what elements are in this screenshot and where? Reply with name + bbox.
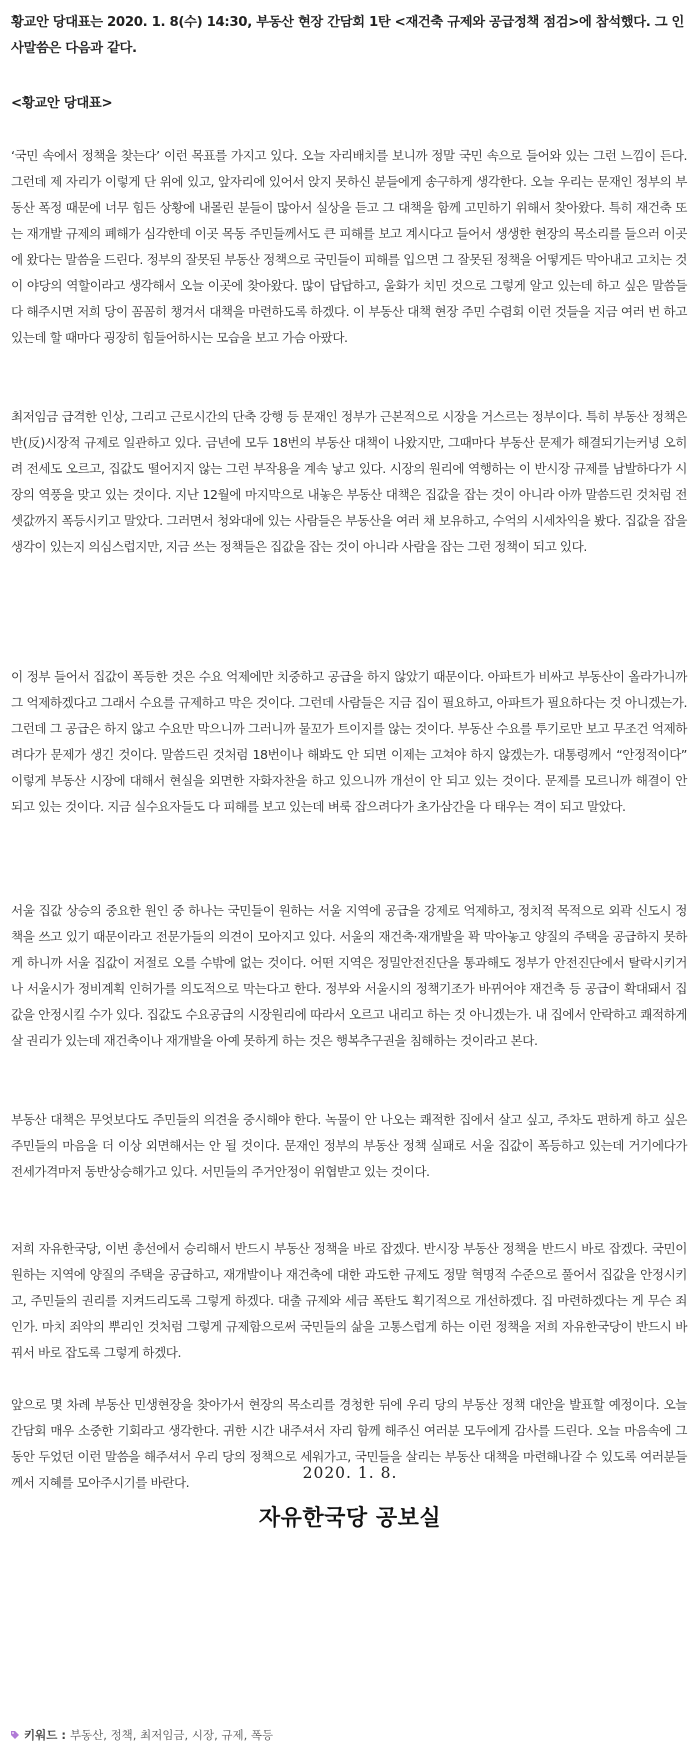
paragraph-6: 저희 자유한국당, 이번 총선에서 승리해서 반드시 부동산 정책을 바로 잡겠다. 반시장 부동산 정책을 반드시 바로 잡겠다. 국민이 원하는 지역에 양질의 주택을 공급하고, 재개발이나 재건축에 대한 과도한 규제도 정말 혁명적 수준으로 풀어서 집값을 안정시키고, 주민들의 권리를 지켜드리도록 그렇게 하겠다. 대출 규제와 세금 폭탄도 획기적으로 개선하겠다. 집 마련하겠다는 게 무슨 죄인가. 마치 죄악의 뿌리인 것처럼 그렇게 규제함으로써 국민들의 삶을 고통스럽게 하는 이런 정책을 저희 자유한국당이 반드시 바꿔서 바로 잡도록 그렇게 하겠다. xyxy=(11,1241,687,1360)
keywords-list[interactable]: 부동산, 정책, 최저임금, 시장, 규제, 폭등 xyxy=(69,1728,274,1742)
release-date: 2020. 1. 8. xyxy=(302,1464,398,1482)
paragraph-1: ‘국민 속에서 정책을 찾는다’ 이런 목표를 가지고 있다. 오늘 자리배치를 보니까 정말 국민 속으로 들어와 있는 그런 느낌이 든다. 그런데 제 자리가 이렇게 단 위에 있고, 앞자리에 있어서 앉지 못하신 분들에게 송구하게 생각한다. 오늘 우리는 문재인 정부의 부동산 폭정 때문에 너무 힘든 상황에 내몰린 분들이 많아서 실상을 듣고 그 대책을 함께 고민하기 위해서 찾아왔다. 특히 재건축 또는 재개발 규제의 폐해가 심각한데 이곳 목동 주민들께서도 큰 피해를 보고 계시다고 들어서 생생한 현장의 목소리를 들으러 이곳에 왔다는 말씀을 드린다. 정부의 잘못된 부동산 정책으로 국민들이 피해를 입으면 그 잘못된 정책을 어떻게든 막아내고 고치는 것이 야당의 역할이라고 생각해서 오늘 이곳에 찾아왔다. 많이 답답하고, 울화가 치민 것으로 그렇게 알고 있는데 하고 싶은 말씀들 다 해주시면 저희 당이 꼼꼼히 챙겨서 대책을 마련하도록 하겠다. 이 부동산 대책 현장 주민 수렴회 이런 것들을 지금 여러 번 하고 있는데 할 때마다 굉장히 힘들어하시는 모습을 보고 가슴 아팠다. xyxy=(11,148,687,345)
keywords-bar xyxy=(10,1727,273,1743)
paragraph-7: 앞으로 몇 차례 부동산 민생현장을 찾아가서 현장의 목소리를 경청한 뒤에 우리 당의 부동산 정책 대안을 발표할 예정이다. 오늘 간담회 매우 소중한 기회라고 생각한다. 귀한 시간 내주셔서 자리 함께 해주신 여러분 모두에게 감사를 드린다. 오늘 마음속에 그동안 두었던 이런 말씀을 해주셔서 우리 당의 정책으로 세워가고, 국민들을 살리는 부동산 대책을 마련해나갈 수 있도록 여러분들께서 지혜를 모아주시기를 바란다. xyxy=(11,1397,687,1490)
intro-text: 황교안 당대표는 2020. 1. 8(수) 14:30, 부동산 현장 간담회 1탄 <재건축 규제와 공급정책 점검>에 참석했다. 그 인사말씀은 다음과 같다. xyxy=(11,15,685,56)
speaker-heading: <황교안 당대표> xyxy=(11,96,113,111)
keywords-label: 키워드 : xyxy=(24,1728,66,1742)
issuer-org: 자유한국당 공보실 xyxy=(258,1506,442,1531)
paragraph-2: 최저임금 급격한 인상, 그리고 근로시간의 단축 강행 등 문재인 정부가 근본적으로 시장을 거스르는 정부이다. 특히 부동산 정책은 반(反)시장적 규제로 일관하고 있다. 금년에 모두 18번의 부동산 대책이 나왔지만, 그때마다 부동산 문제가 해결되기는커녕 오히려 전세도 오르고, 집값도 떨어지지 않는 그런 부작용을 계속 낳고 있다. 시장의 원리에 역행하는 이 반시장 규제를 남발하다가 시장의 역풍을 맞고 있는 것이다. 지난 12월에 마지막으로 내놓은 부동산 대책은 집값을 잡는 것이 아니라 아까 말씀드린 것처럼 전셋값까지 폭등시키고 말았다. 그러면서 청와대에 있는 사람들은 부동산을 여러 채 보유하고, 수억의 시세차익을 봤다. 집값을 잡을 생각이 있는지 의심스럽지만, 지금 쓰는 정책들은 집값을 잡는 것이 아니라 사람을 잡는 그런 정책이 되고 있다. xyxy=(11,409,687,554)
paragraph-4: 서울 집값 상승의 중요한 원인 중 하나는 국민들이 원하는 서울 지역에 공급을 강제로 억제하고, 정치적 목적으로 외곽 신도시 정책을 쓰고 있기 때문이라고 전문가들의 의견이 모아지고 있다. 서울의 재건축·재개발을 꽉 막아놓고 양질의 주택을 공급하지 못하게 하니까 서울 집값이 저절로 오를 수밖에 없는 것이다. 어떤 지역은 정밀안전진단을 통과해도 정부가 안전진단에서 탈락시키거나 서울시가 정비계획 인허가를 의도적으로 막는다고 한다. 정부와 서울시의 정책기조가 바뀌어야 재건축 등 공급이 확대돼서 집값을 안정시킬 수가 있다. 집값도 수요공급의 시장원리에 따라서 오르고 내리고 하는 것 아니겠는가. 내 집에서 안락하고 쾌적하게 살 권리가 있는데 재건축이나 재개발을 아예 못하게 하는 것은 행복추구권을 침해하는 것이라고 본다. xyxy=(11,903,687,1048)
paragraph-3: 이 정부 들어서 집값이 폭등한 것은 수요 억제에만 치중하고 공급을 하지 않았기 때문이다. 아파트가 비싸고 부동산이 올라가니까 그 억제하겠다고 그래서 수요를 규제하고 막은 것이다. 그런데 사람들은 지금 집이 필요하고, 아파트가 필요하다는 것 아니겠는가. 그런데 그 공급은 하지 않고 수요만 막으니까 그러니까 물꼬가 트이지를 않는 것이다. 부동산 수요를 투기로만 보고 무조건 억제하려다가 문제가 생긴 것이다. 말씀드린 것처럼 18번이나 해봐도 안 되면 이제는 고쳐야 하지 않겠는가. 대통령께서 “안정적이다” 이렇게 부동산 시장에 대해서 현실을 외면한 자화자찬을 하고 있으니까 개선이 안 되고 있는 것이다. 문제를 모르니까 해결이 안 되고 있는 것이다. 지금 실수요자들도 다 피해를 보고 있는데 벼룩 잡으려다가 초가삼간을 다 태우는 격이 되고 말았다. xyxy=(11,669,687,814)
tag-icon xyxy=(10,1730,20,1740)
paragraph-5: 부동산 대책은 무엇보다도 주민들의 의견을 중시해야 한다. 녹물이 안 나오는 쾌적한 집에서 살고 싶고, 주차도 편하게 하고 싶은 주민들의 마음을 더 이상 외면해서는 안 될 것이다. 문재인 정부의 부동산 정책 실패로 서울 집값이 폭등하고 있는데 거기에다가 전세가격마저 동반상승해가고 있다. 서민들의 주거안정이 위협받고 있는 것이다. xyxy=(11,1112,687,1179)
